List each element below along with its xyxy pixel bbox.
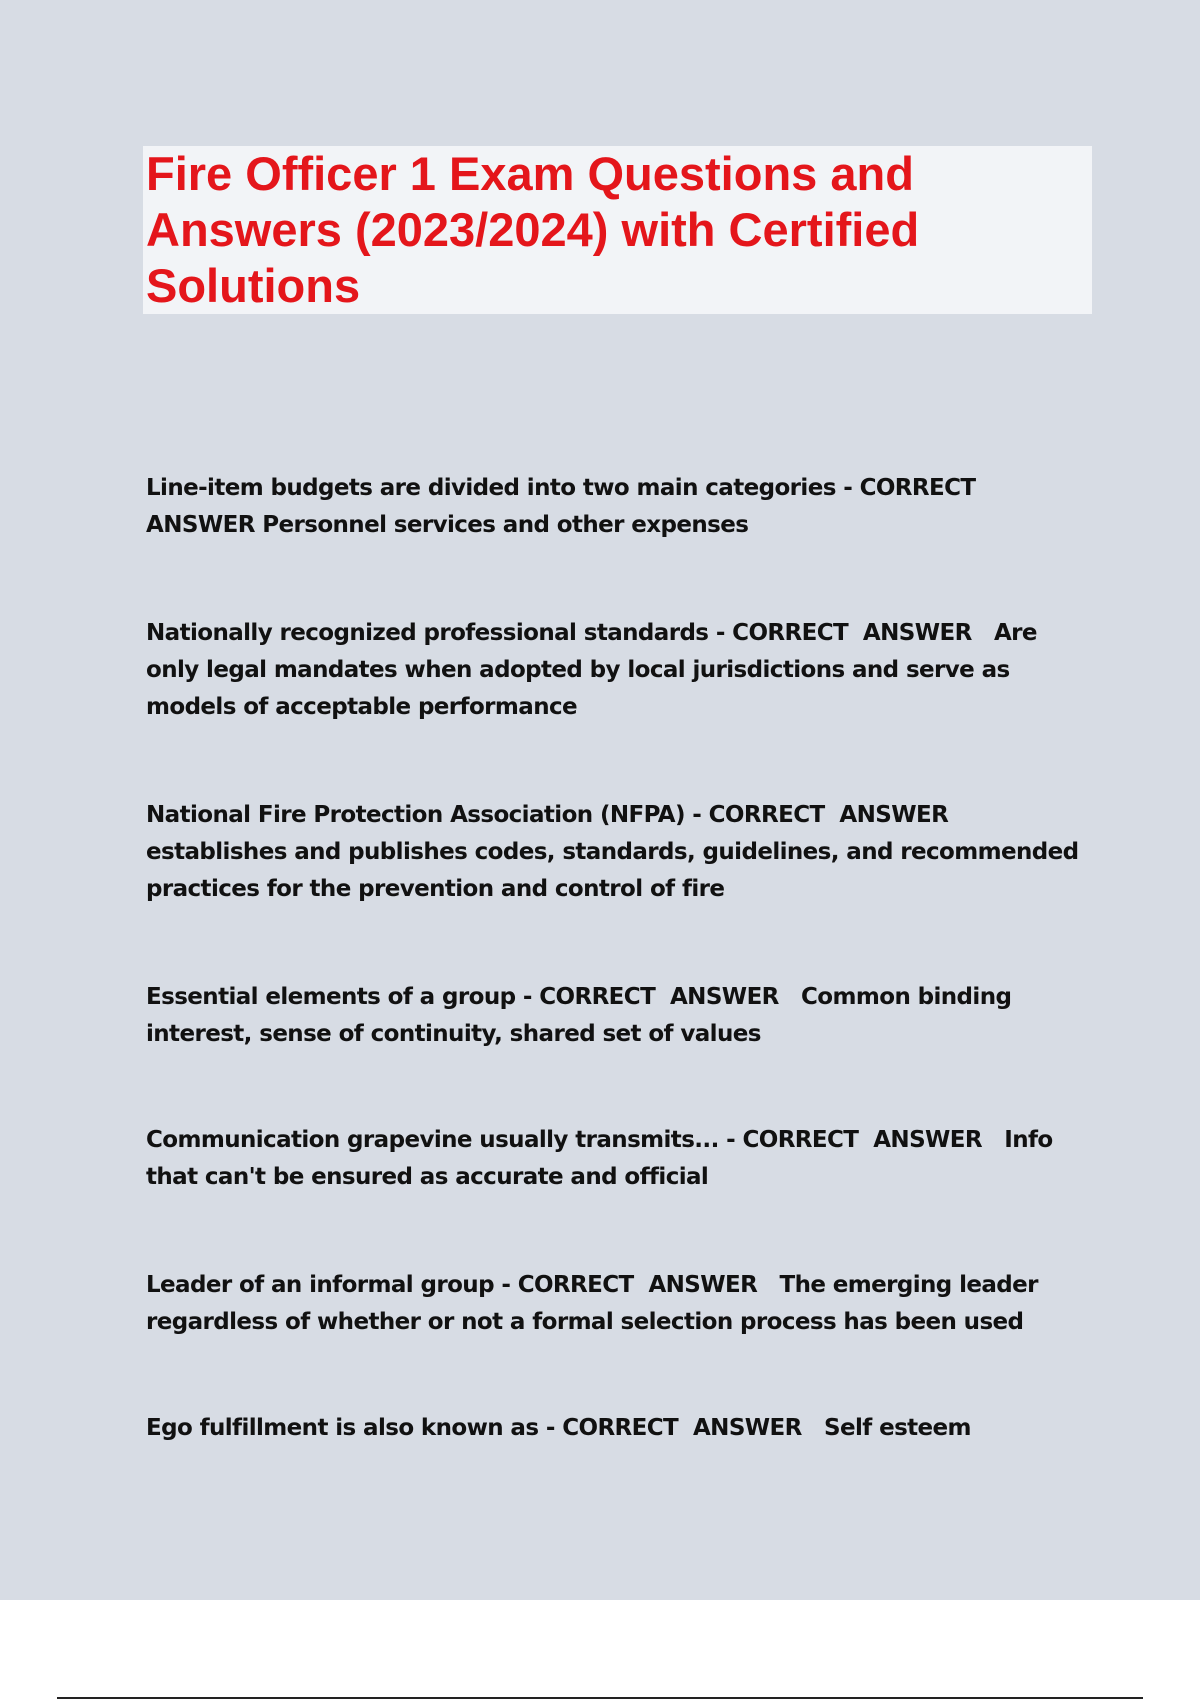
qa-answer: Common binding interest, sense of continuity, shared set of values (146, 984, 1019, 1047)
qa-separator: - (708, 620, 733, 646)
qa-answer-marker: CORRECT ANSWER (708, 802, 949, 828)
qa-answer: The emerging leader regardless of whether or not a formal selection process has been used (146, 1272, 1046, 1335)
qa-question: Essential elements of a group (146, 984, 516, 1010)
qa-answer-marker: CORRECT ANSWER (517, 1272, 758, 1298)
qa-answer-marker: CORRECT ANSWER (539, 984, 779, 1010)
qa-answer: Info that can't be ensured as accurate and official (146, 1127, 1061, 1190)
qa-answer: Personnel services and other expenses (262, 512, 749, 538)
qa-item (146, 1267, 1096, 1341)
qa-answer: Are only legal mandates when adopted by local jurisdictions and serve as models of acceptable performance (146, 620, 1045, 720)
qa-item (146, 979, 1096, 1053)
title-box (143, 146, 1092, 314)
qa-item (146, 1410, 1096, 1447)
qa-item (146, 470, 1096, 544)
qa-answer-marker: CORRECT ANSWER (742, 1127, 983, 1153)
qa-separator: - (515, 984, 540, 1010)
qa-answer-marker: CORRECT ANSWER (562, 1415, 802, 1441)
qa-question: Nationally recognized professional standards (146, 620, 709, 646)
qa-separator: - (718, 1127, 743, 1153)
qa-question: Line-item budgets are divided into two main categories (146, 475, 836, 501)
qa-separator: - (684, 802, 709, 828)
qa-separator: - (493, 1272, 518, 1298)
qa-question: Leader of an informal group (146, 1272, 494, 1298)
qa-separator: - (835, 475, 860, 501)
document-title: Fire Officer 1 Exam Questions and Answers (2023/2024) with Certified Solutions (146, 147, 920, 312)
qa-answer-marker: CORRECT ANSWER (146, 475, 991, 538)
qa-question: Ego fulfillment is also known as (146, 1415, 539, 1441)
footer-rule (57, 1697, 1143, 1699)
qa-answer-marker: CORRECT ANSWER (732, 620, 972, 646)
qa-item (146, 615, 1096, 726)
qa-answer: Self esteem (824, 1415, 971, 1441)
qa-item (146, 797, 1096, 908)
qa-question: Communication grapevine usually transmits... (146, 1127, 719, 1153)
qa-question: National Fire Protection Association (NFPA) (146, 802, 685, 828)
qa-answer: establishes and publishes codes, standards, guidelines, and recommended practices for the prevention and control of fire (146, 839, 1086, 902)
qa-separator: - (538, 1415, 563, 1441)
qa-item (146, 1122, 1096, 1196)
